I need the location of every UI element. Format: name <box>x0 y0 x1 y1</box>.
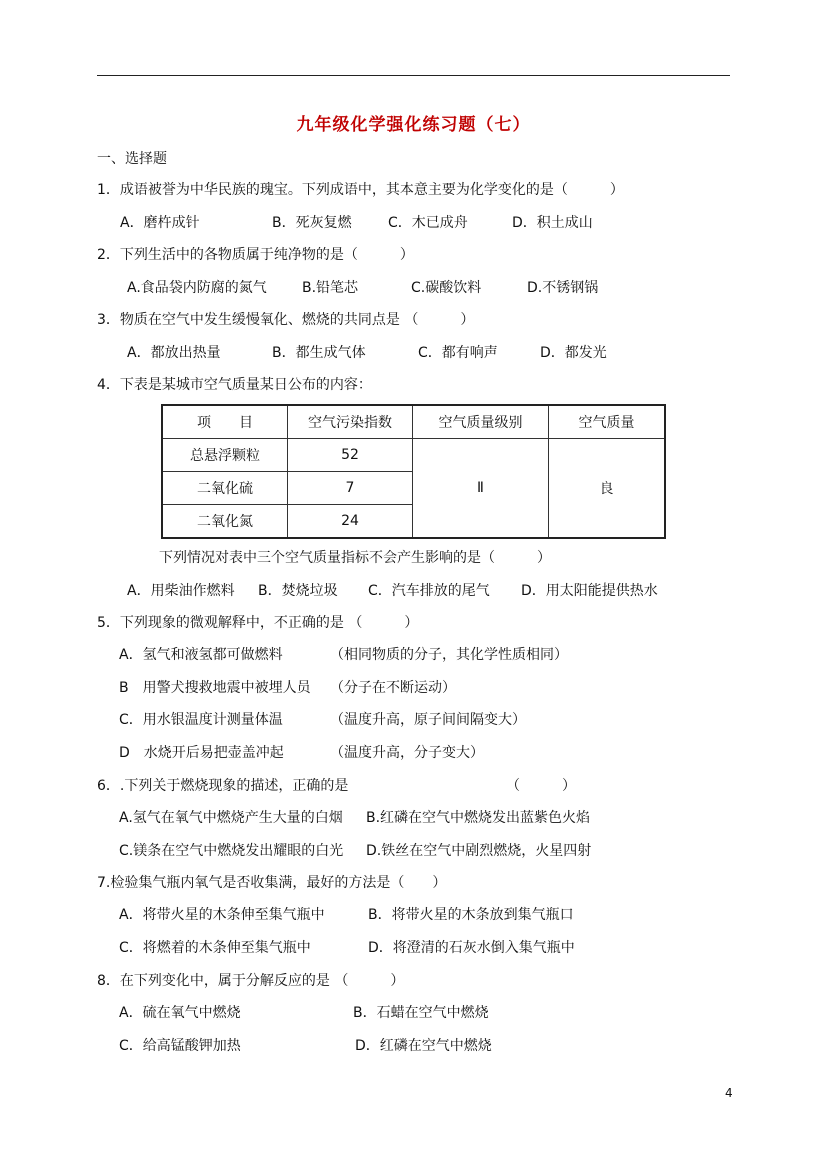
q2-option-d: D.不锈钢锅 <box>527 280 599 296</box>
table-header-row <box>162 405 665 439</box>
q2-option-a: A.食品袋内防腐的氮气 <box>127 280 267 296</box>
q3-option-c: C．都有响声 <box>418 345 498 361</box>
q4-option-c: C．汽车排放的尾气 <box>368 583 490 599</box>
q7-option-a: A．将带火星的木条伸至集气瓶中 <box>119 907 325 923</box>
question-5: 5．下列现象的微观解释中，不正确的是 （ ） <box>97 615 419 631</box>
question-3: 3．物质在空气中发生缓慢氧化、燃烧的共同点是 （ ） <box>97 312 475 328</box>
table-cell-index: 7 <box>288 472 413 505</box>
q5-option-d-explanation: （温度升高，分子变大） <box>330 745 484 761</box>
question-4-stem: 下列情况对表中三个空气质量指标不会产生影响的是（ ） <box>159 550 551 566</box>
q7-option-c: C．将燃着的木条伸至集气瓶中 <box>119 940 311 956</box>
q4-option-d: D．用太阳能提供热水 <box>521 583 658 599</box>
question-6: 6．.下列关于燃烧现象的描述，正确的是 <box>97 778 349 794</box>
table-cell-level: Ⅱ <box>413 439 549 539</box>
q4-option-b: B．焚烧垃圾 <box>258 583 338 599</box>
q5-option-a: A．氢气和液氢都可做燃料 <box>119 647 283 663</box>
question-6-answer-blank: （ ） <box>506 778 576 794</box>
table-cell-item: 总悬浮颗粒 <box>162 439 288 472</box>
q4-option-a: A．用柴油作燃料 <box>127 583 235 599</box>
table-cell-index: 52 <box>288 439 413 472</box>
q1-option-c: C．木已成舟 <box>388 215 468 231</box>
q6-option-a: A.氢气在氧气中燃烧产生大量的白烟 <box>119 810 343 826</box>
table-cell-quality: 良 <box>549 439 666 539</box>
question-4: 4．下表是某城市空气质量某日公布的内容： <box>97 377 372 393</box>
q3-option-b: B．都生成气体 <box>272 345 366 361</box>
q3-option-a: A．都放出热量 <box>127 345 221 361</box>
page-number: 4 <box>725 1086 733 1100</box>
table-cell-item: 二氧化氮 <box>162 505 288 539</box>
q6-option-d: D.铁丝在空气中剧烈燃烧，火星四射 <box>366 843 592 859</box>
question-2: 2．下列生活中的各物质属于纯净物的是（ ） <box>97 247 414 263</box>
q6-option-c: C.镁条在空气中燃烧发出耀眼的白光 <box>119 843 344 859</box>
table-row <box>162 439 665 472</box>
q8-option-b: B．石蜡在空气中燃烧 <box>353 1005 489 1021</box>
q6-option-b: B.红磷在空气中燃烧发出蓝紫色火焰 <box>366 810 591 826</box>
section-heading: 一、选择题 <box>97 151 167 167</box>
q1-option-d: D．积土成山 <box>512 215 593 231</box>
table-header: 空气质量级别 <box>413 405 549 439</box>
q8-option-a: A．硫在氧气中燃烧 <box>119 1005 241 1021</box>
q8-option-c: C．给高锰酸钾加热 <box>119 1038 241 1054</box>
q5-option-c-explanation: （温度升高，原子间间隔变大） <box>330 712 526 728</box>
table-header: 项 目 <box>162 405 288 439</box>
table-header: 空气质量 <box>549 405 666 439</box>
q1-option-b: B．死灰复燃 <box>272 215 352 231</box>
q5-option-b-explanation: （分子在不断运动） <box>330 680 456 696</box>
q5-option-b: B 用警犬搜救地震中被埋人员 <box>119 680 311 696</box>
q2-option-c: C.碳酸饮料 <box>411 280 482 296</box>
q5-option-d: D 水烧开后易把壶盖冲起 <box>119 745 284 761</box>
q5-option-a-explanation: （相同物质的分子，其化学性质相同） <box>330 647 568 663</box>
question-7: 7.检验集气瓶内氧气是否收集满，最好的方法是（ ） <box>97 875 447 891</box>
q1-option-a: A．磨杵成针 <box>120 215 200 231</box>
q3-option-d: D．都发光 <box>540 345 607 361</box>
air-quality-table <box>161 404 666 539</box>
table-cell-index: 24 <box>288 505 413 539</box>
q7-option-d: D．将澄清的石灰水倒入集气瓶中 <box>368 940 575 956</box>
question-8: 8．在下列变化中，属于分解反应的是 （ ） <box>97 973 405 989</box>
q5-option-c: C．用水银温度计测量体温 <box>119 712 283 728</box>
question-1: 1．成语被誉为中华民族的瑰宝。下列成语中，其本意主要为化学变化的是（ ） <box>97 182 624 198</box>
table-header: 空气污染指数 <box>288 405 413 439</box>
header-rule <box>97 75 730 76</box>
page-title: 九年级化学强化练习题（七） <box>296 115 531 135</box>
q2-option-b: B.铅笔芯 <box>302 280 359 296</box>
q7-option-b: B．将带火星的木条放到集气瓶口 <box>368 907 574 923</box>
q8-option-d: D．红磷在空气中燃烧 <box>355 1038 492 1054</box>
table-cell-item: 二氧化硫 <box>162 472 288 505</box>
